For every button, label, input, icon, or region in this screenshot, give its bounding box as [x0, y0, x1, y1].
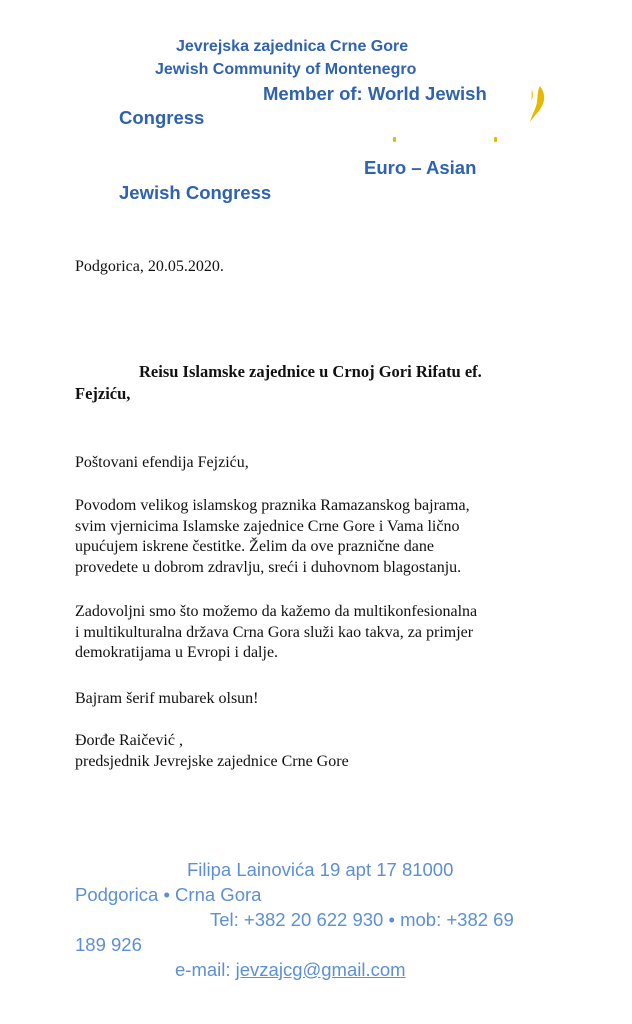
paragraph-line: Povodom velikog islamskog praznika Ramazanskog bajrama, — [75, 497, 470, 514]
logo-accent-icon — [494, 137, 497, 142]
footer-address-line-1: Filipa Lainovića 19 apt 17 81000 — [187, 859, 454, 880]
membership-line-4: Jewish Congress — [119, 182, 272, 203]
paragraph-line: Zadovoljni smo što možemo da kažemo da multikonfesionalna — [75, 603, 478, 620]
paragraph-multiconfessional — [75, 602, 575, 664]
paragraph-line: upućujem iskrene čestitke. Želim da ove praznične dane — [75, 538, 434, 555]
paragraph-line: i multikulturalna država Crna Gora služi kao takva, za primjer — [75, 623, 474, 641]
signature-name: Đorđe Raičević , — [75, 732, 183, 749]
holiday-greeting: Bajram šerif mubarek olsun! — [75, 690, 259, 707]
footer-address-line-2: Podgorica • Crna Gora — [75, 884, 262, 905]
organization-name-english: Jewish Community of Montenegro — [155, 61, 417, 78]
paragraph-congratulations — [75, 496, 575, 578]
email-link[interactable]: jevzajcg@gmail.com — [235, 959, 406, 980]
membership-line-3: Euro – Asian — [364, 157, 477, 178]
footer-phone-line-2: 189 926 — [75, 934, 142, 955]
paragraph-line: provedete u dobrom zdravlju, sreći i duhovnom blagostanju. — [75, 558, 462, 576]
email-label: e-mail: — [175, 959, 236, 980]
signature-title: predsjednik Jevrejske zajednice Crne Gore — [75, 753, 349, 770]
paragraph-line: svim vjernicima Islamske zajednice Crne Gore i Vama lično — [75, 517, 460, 535]
paragraph-line: demokratijama u Evropi i dalje. — [75, 644, 279, 661]
membership-line-2: Congress — [119, 107, 205, 128]
logo-flame-icon — [522, 84, 548, 124]
recipient-line-1: Reisu Islamske zajednice u Crnoj Gori Rifatu ef. — [139, 362, 482, 381]
footer-email — [175, 959, 406, 981]
salutation: Poštovani efendija Fejziću, — [75, 454, 249, 471]
recipient-line-2: Fejziću, — [75, 384, 131, 403]
logo-accent-icon — [393, 137, 396, 142]
organization-name-local: Jevrejska zajednica Crne Gore — [176, 38, 409, 55]
letter-date: Podgorica, 20.05.2020. — [75, 258, 224, 275]
membership-line-1: Member of: World Jewish — [263, 83, 487, 104]
footer-phone-line-1: Tel: +382 20 622 930 • mob: +382 69 — [210, 909, 514, 930]
